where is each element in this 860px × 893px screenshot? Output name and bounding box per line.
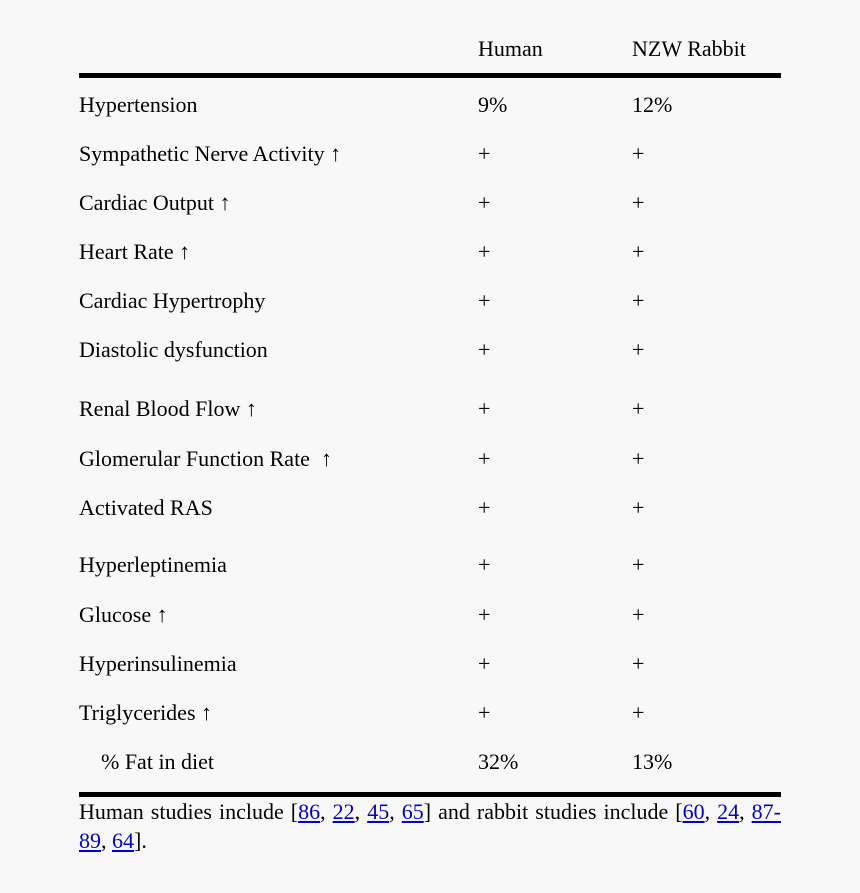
table-row	[79, 335, 781, 365]
row-label: Diastolic dysfunction	[79, 337, 268, 362]
table-row	[79, 600, 781, 630]
row-label: Renal Blood Flow ↑	[79, 396, 257, 421]
reference-link[interactable]: 65	[401, 799, 424, 824]
rabbit-value: 13%	[632, 749, 673, 774]
rabbit-value: +	[632, 700, 645, 725]
header-nzw-rabbit: NZW Rabbit	[632, 36, 746, 61]
row-label: Hyperinsulinemia	[79, 651, 237, 676]
separator: ,	[704, 799, 718, 824]
human-value: +	[478, 446, 491, 471]
rabbit-value: +	[632, 602, 645, 627]
human-value: +	[478, 700, 491, 725]
table-row	[79, 237, 781, 267]
table-row	[79, 444, 781, 474]
reference-link[interactable]: 64	[112, 828, 134, 853]
human-value: +	[478, 141, 491, 166]
table-row	[79, 698, 781, 728]
footnote-prefix: Human studies include [	[79, 799, 299, 824]
reference-link[interactable]: 87-89	[79, 799, 781, 853]
row-label: Activated RAS	[79, 495, 213, 520]
row-label: % Fat in diet	[101, 749, 215, 774]
table-row	[79, 747, 781, 777]
rabbit-value: +	[632, 495, 645, 520]
separator: ,	[739, 799, 752, 824]
table-row	[79, 139, 781, 169]
reference-link[interactable]: 22	[332, 799, 355, 824]
table-row	[79, 493, 781, 523]
human-value: +	[478, 552, 491, 577]
row-label: Sympathetic Nerve Activity ↑	[79, 141, 342, 166]
row-label: Cardiac Output ↑	[79, 190, 231, 215]
row-label: Hypertension	[79, 92, 198, 117]
row-label: Hyperleptinemia	[79, 552, 227, 577]
rabbit-value: +	[632, 446, 645, 471]
top-rule	[79, 73, 781, 78]
separator: ,	[320, 799, 333, 824]
table-row	[79, 188, 781, 218]
row-label: Triglycerides ↑	[79, 700, 213, 725]
header-human: Human	[478, 36, 543, 61]
human-value: +	[478, 337, 491, 362]
reference-link[interactable]: 86	[298, 799, 321, 824]
human-value: 32%	[478, 749, 519, 774]
rabbit-value: +	[632, 396, 645, 421]
separator: ,	[101, 828, 112, 853]
rabbit-value: +	[632, 239, 645, 264]
table-row	[79, 90, 781, 120]
human-value: 9%	[478, 92, 508, 117]
human-value: +	[478, 495, 491, 520]
human-value: +	[478, 288, 491, 313]
rabbit-value: +	[632, 190, 645, 215]
separator: ,	[389, 799, 402, 824]
row-label: Glomerular Function Rate ↑	[79, 446, 332, 471]
rabbit-value: +	[632, 288, 645, 313]
human-value: +	[478, 190, 491, 215]
human-value: +	[478, 396, 491, 421]
rabbit-value: +	[632, 651, 645, 676]
table-row	[79, 649, 781, 679]
reference-link[interactable]: 45	[367, 799, 390, 824]
rabbit-value: +	[632, 552, 645, 577]
row-label: Cardiac Hypertrophy	[79, 288, 266, 313]
human-value: +	[478, 239, 491, 264]
table-row	[79, 394, 781, 424]
reference-link[interactable]: 24	[717, 799, 740, 824]
human-value: +	[478, 602, 491, 627]
rabbit-value: +	[632, 337, 645, 362]
rabbit-value: 12%	[632, 92, 673, 117]
table-row	[79, 550, 781, 580]
table-footnote	[79, 797, 781, 855]
separator: ,	[354, 799, 368, 824]
row-label: Glucose ↑	[79, 602, 168, 627]
human-value: +	[478, 651, 491, 676]
footnote-middle: ] and rabbit studies include [	[423, 799, 683, 824]
table-row	[79, 286, 781, 316]
rabbit-value: +	[632, 141, 645, 166]
row-label: Heart Rate ↑	[79, 239, 191, 264]
reference-link[interactable]: 60	[682, 799, 705, 824]
footnote-suffix: ].	[134, 828, 147, 853]
table-header	[79, 36, 781, 66]
